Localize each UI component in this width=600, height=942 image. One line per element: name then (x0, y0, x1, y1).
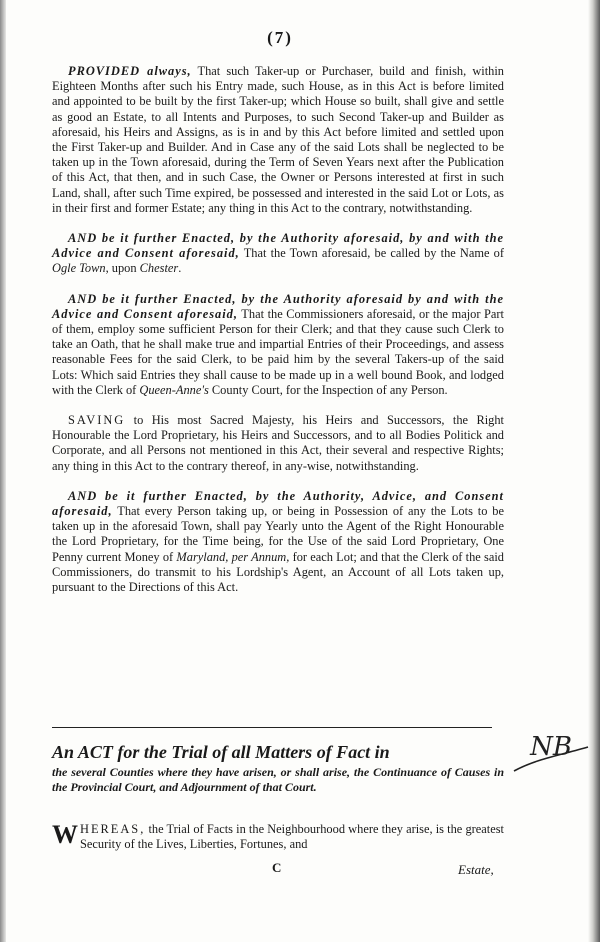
paragraph-text: That such Taker-up or Purchaser, build and finish, within Eighteen Months after such his Entry made, such House, as in this Act is before limited and appointed to be built by the first Taker-up; which House so built, shall give and settle as good an Estate, to all Intents and Purposes, to such Second Taker-up and Builder as aforesaid, his Heirs and Assigns, as is in and by this Act before limited and settled upon the First Taker-up and Builder. And in Case any of the said Lots shall be neglected to be taken up in the Town aforesaid, during the Term of Seven Years next after the Publication of this Act, that then, and in such Case, the Owner or Persons interested at first in such Land, shall, after such Time expired, be possessed and interested in the said Lot or Lots, as in their first and former Estate; any thing in this Act to the contrary, notwithstanding. (52, 64, 504, 215)
act-subtitle: the several Counties where they have arisen, or shall arise, the Continuance of Causes in the Provincial Court, and Adjournment of that Court. (52, 765, 504, 794)
paragraph-lead: PROVIDED always, (68, 64, 192, 78)
paragraph-text: , upon (105, 261, 140, 276)
paragraph-text: That the Commissioners aforesaid, or the major Part of them, employ some sufficient Person for their Clerk; and that they cause such Clerk to take an Oath, that he shall make true and impartial Entries of their Proceedings, and assess reasonable Fees for the said Clerk, to be paid him by the several Takers-up of the said Lots: Which said Entries they shall cause to be made up in a well bound Book, and lodged with the Clerk of (52, 306, 505, 397)
page-number: (7) (267, 28, 293, 47)
page-left-edge (0, 0, 6, 942)
town-name: Ogle Town (52, 261, 106, 276)
paragraph-clerk (52, 292, 504, 398)
paragraph-rent (52, 489, 504, 595)
paragraph-lead: AND be it further Enacted, by the Authority aforesaid, by and with the Advice and Consent aforesaid, (52, 231, 504, 261)
act-title: An ACT for the Trial of all Matters of Fact in (52, 742, 390, 762)
county-name: Queen-Anne's (139, 382, 209, 397)
nb-annotation: NB (530, 732, 572, 762)
whereas-word: HEREAS, (80, 822, 146, 836)
paragraph-text: County Court, for the Inspection of any Person. (208, 382, 448, 397)
section-divider (52, 727, 492, 728)
catchword: Estate, (458, 862, 494, 877)
paragraph-text: . (178, 261, 182, 276)
signature-mark-c: C (272, 860, 282, 875)
handwritten-nb-mark (506, 725, 596, 780)
paragraph-saving (52, 413, 504, 474)
paragraph-lead: SAVING (68, 413, 126, 428)
nb-ink-icon (506, 725, 596, 780)
drop-cap: W (52, 820, 78, 849)
province-name: Maryland, per Annum, (176, 549, 290, 564)
whereas-paragraph (52, 822, 504, 852)
paragraph-text: That every Person taking up, or being in Possession of any the Lots to be taken up in the aforesaid Town, shall pay Yearly unto the Agent of the Right Honourable the Lord Proprietary, for the Time being, for the Use of the said Lord Proprietary, One Penny current Money of (52, 504, 504, 564)
paragraph-lead: AND be it further Enacted, by the Authority, Advice, and Consent aforesaid, (52, 488, 504, 519)
act-body (52, 64, 504, 610)
whereas-text: the Trial of Facts in the Neighbourhood where they arise, is the greatest Security of the Lives, Liberties, Fortunes, and (80, 822, 504, 851)
paragraph-text: That the Town aforesaid, be called by the Name of (239, 246, 504, 261)
paragraph-text: for each Lot; and that the Clerk of the said Commissioners, do transmit to his Lordship's Agent, an Account of all Lots taken up, pursuant to the Directions of this Act. (52, 549, 504, 595)
paragraph-provided (52, 64, 504, 216)
page-binding-shadow (588, 0, 600, 942)
river-name: Chester (139, 261, 179, 276)
paragraph-text: to His most Sacred Majesty, his Heirs and Successors, the Right Honourable the Lord Proprietary, his Heirs and Successors, and to all Bodies Politick and Corporate, and all Persons not mentioned in this Act, their several and respective Rights; any thing in this Act to the contrary thereof, in any-wise, notwithstanding. (52, 413, 504, 473)
paragraph-town-name (52, 231, 504, 277)
paragraph-lead: AND be it further Enacted, by the Authority aforesaid by and with the Advice and Consent aforesaid, (52, 291, 504, 321)
